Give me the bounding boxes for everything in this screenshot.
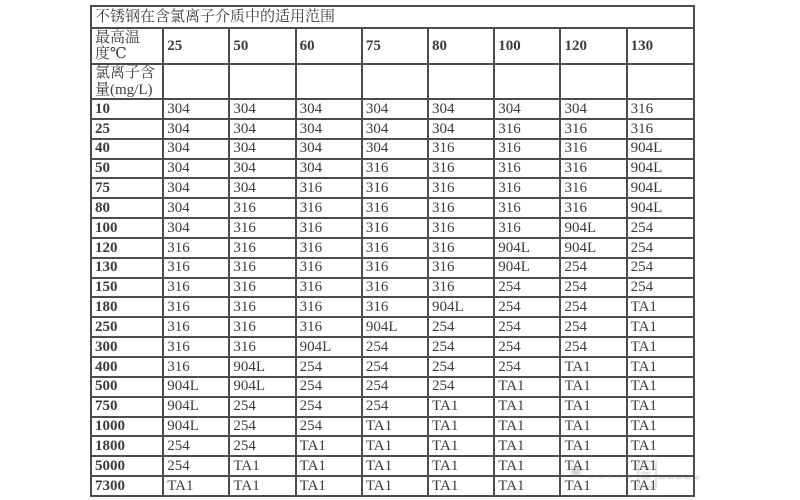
steel-grade-cell: 304 bbox=[163, 119, 229, 139]
steel-grade-cell: 904L bbox=[296, 337, 362, 357]
steel-grade-cell: 254 bbox=[560, 278, 626, 298]
chloride-level-label: 10 bbox=[91, 99, 163, 119]
chloride-level-label: 300 bbox=[91, 337, 163, 357]
steel-grade-cell: TA1 bbox=[494, 397, 560, 417]
steel-grade-cell: TA1 bbox=[560, 476, 626, 496]
steel-grade-cell: 304 bbox=[163, 198, 229, 218]
steel-grade-cell: 316 bbox=[296, 258, 362, 278]
table-body bbox=[91, 99, 694, 496]
steel-grade-cell: 254 bbox=[362, 397, 428, 417]
steel-grade-cell: TA1 bbox=[163, 476, 229, 496]
steel-grade-cell: 304 bbox=[229, 178, 295, 198]
steel-grade-cell: 304 bbox=[428, 99, 494, 119]
steel-grade-cell: 316 bbox=[494, 119, 560, 139]
table-row bbox=[91, 119, 694, 139]
table-row bbox=[91, 337, 694, 357]
steel-grade-cell: 316 bbox=[229, 258, 295, 278]
steel-grade-cell: 254 bbox=[428, 357, 494, 377]
steel-grade-cell: 254 bbox=[494, 278, 560, 298]
steel-grade-cell: 316 bbox=[428, 159, 494, 179]
steel-grade-cell: 254 bbox=[229, 417, 295, 437]
steel-grade-cell: TA1 bbox=[627, 436, 694, 456]
steel-grade-cell: 254 bbox=[428, 317, 494, 337]
chloride-level-label: 250 bbox=[91, 317, 163, 337]
steel-grade-cell: 254 bbox=[296, 377, 362, 397]
column-header: 50 bbox=[229, 28, 295, 64]
steel-grade-cell: TA1 bbox=[296, 436, 362, 456]
steel-grade-cell: 254 bbox=[494, 297, 560, 317]
steel-grade-cell: TA1 bbox=[494, 417, 560, 437]
steel-grade-cell: TA1 bbox=[428, 456, 494, 476]
steel-grade-cell: 316 bbox=[627, 119, 694, 139]
steel-grade-cell: 304 bbox=[163, 178, 229, 198]
steel-grade-cell: TA1 bbox=[428, 417, 494, 437]
chloride-unit-row bbox=[91, 64, 694, 99]
corner-header: 最高温度℃ bbox=[91, 28, 163, 64]
steel-grade-cell: 904L bbox=[494, 238, 560, 258]
chloride-level-label: 75 bbox=[91, 178, 163, 198]
table-title: 不锈钢在含氯离子介质中的适用范围 bbox=[91, 6, 694, 28]
table-row bbox=[91, 476, 694, 496]
steel-grade-cell: TA1 bbox=[296, 476, 362, 496]
steel-grade-cell: 904L bbox=[163, 417, 229, 437]
row-axis-header: 氯离子含量(mg/L) bbox=[91, 64, 163, 99]
chloride-level-label: 1800 bbox=[91, 436, 163, 456]
chloride-level-label: 150 bbox=[91, 278, 163, 298]
steel-grade-cell: 316 bbox=[560, 159, 626, 179]
steel-grade-cell: TA1 bbox=[627, 476, 694, 496]
steel-grade-cell: 316 bbox=[229, 238, 295, 258]
steel-grade-cell: 316 bbox=[296, 297, 362, 317]
steel-grade-cell: 304 bbox=[296, 119, 362, 139]
column-header: 130 bbox=[627, 28, 694, 64]
steel-grade-cell: 254 bbox=[362, 357, 428, 377]
steel-grade-cell: 316 bbox=[362, 159, 428, 179]
table-row bbox=[91, 357, 694, 377]
steel-grade-cell: 904L bbox=[229, 357, 295, 377]
column-header: 120 bbox=[560, 28, 626, 64]
steel-grade-cell: 254 bbox=[627, 258, 694, 278]
table-row bbox=[91, 297, 694, 317]
steel-grade-cell: 316 bbox=[494, 139, 560, 159]
steel-grade-cell: 904L bbox=[163, 397, 229, 417]
chloride-level-label: 1000 bbox=[91, 417, 163, 437]
steel-grade-cell: 254 bbox=[362, 337, 428, 357]
steel-grade-cell: 316 bbox=[229, 317, 295, 337]
table-row bbox=[91, 198, 694, 218]
steel-grade-cell: 316 bbox=[494, 178, 560, 198]
chloride-level-label: 50 bbox=[91, 159, 163, 179]
chloride-level-label: 750 bbox=[91, 397, 163, 417]
steel-grade-cell: 254 bbox=[494, 337, 560, 357]
empty-cell bbox=[362, 64, 428, 99]
chloride-level-label: 7300 bbox=[91, 476, 163, 496]
column-header: 60 bbox=[296, 28, 362, 64]
steel-grade-cell: TA1 bbox=[362, 456, 428, 476]
stainless-steel-chloride-table bbox=[90, 5, 695, 497]
chloride-level-label: 500 bbox=[91, 377, 163, 397]
column-header: 100 bbox=[494, 28, 560, 64]
steel-grade-cell: TA1 bbox=[494, 436, 560, 456]
steel-grade-cell: TA1 bbox=[560, 456, 626, 476]
steel-grade-cell: 254 bbox=[494, 317, 560, 337]
steel-grade-cell: 316 bbox=[296, 218, 362, 238]
steel-grade-cell: 316 bbox=[362, 238, 428, 258]
steel-grade-cell: 304 bbox=[163, 139, 229, 159]
column-header: 80 bbox=[428, 28, 494, 64]
steel-grade-cell: 304 bbox=[229, 139, 295, 159]
table-row bbox=[91, 218, 694, 238]
steel-grade-cell: TA1 bbox=[494, 377, 560, 397]
steel-grade-cell: 904L bbox=[560, 218, 626, 238]
table-row bbox=[91, 99, 694, 119]
steel-grade-cell: 304 bbox=[362, 119, 428, 139]
chloride-level-label: 120 bbox=[91, 238, 163, 258]
steel-grade-cell: 316 bbox=[163, 278, 229, 298]
steel-grade-cell: 304 bbox=[163, 159, 229, 179]
empty-cell bbox=[494, 64, 560, 99]
steel-grade-cell: TA1 bbox=[428, 476, 494, 496]
steel-grade-cell: 316 bbox=[560, 139, 626, 159]
steel-grade-cell: 304 bbox=[296, 99, 362, 119]
steel-grade-cell: 304 bbox=[428, 119, 494, 139]
steel-grade-cell: 304 bbox=[362, 99, 428, 119]
steel-grade-cell: 316 bbox=[163, 317, 229, 337]
steel-grade-cell: TA1 bbox=[296, 456, 362, 476]
steel-grade-cell: 316 bbox=[229, 278, 295, 298]
steel-grade-cell: 316 bbox=[428, 218, 494, 238]
steel-grade-cell: 904L bbox=[627, 139, 694, 159]
steel-grade-cell: TA1 bbox=[627, 337, 694, 357]
steel-grade-cell: 304 bbox=[229, 119, 295, 139]
empty-cell bbox=[428, 64, 494, 99]
steel-grade-cell: 304 bbox=[296, 139, 362, 159]
table-row bbox=[91, 258, 694, 278]
steel-grade-cell: 316 bbox=[229, 198, 295, 218]
steel-grade-cell: TA1 bbox=[627, 357, 694, 377]
steel-grade-cell: 316 bbox=[428, 178, 494, 198]
steel-grade-cell: TA1 bbox=[560, 397, 626, 417]
steel-grade-cell: 904L bbox=[627, 159, 694, 179]
steel-grade-cell: 316 bbox=[163, 297, 229, 317]
steel-grade-cell: 316 bbox=[362, 278, 428, 298]
steel-grade-cell: 316 bbox=[627, 99, 694, 119]
steel-grade-cell: 316 bbox=[428, 139, 494, 159]
empty-cell bbox=[163, 64, 229, 99]
steel-grade-cell: 316 bbox=[362, 218, 428, 238]
steel-grade-cell: 316 bbox=[560, 178, 626, 198]
steel-grade-cell: 316 bbox=[296, 238, 362, 258]
steel-grade-cell: 316 bbox=[163, 238, 229, 258]
steel-grade-cell: 316 bbox=[296, 198, 362, 218]
steel-grade-cell: TA1 bbox=[229, 456, 295, 476]
steel-grade-cell: 254 bbox=[428, 337, 494, 357]
steel-grade-cell: 254 bbox=[229, 397, 295, 417]
steel-grade-cell: 316 bbox=[229, 337, 295, 357]
steel-grade-cell: 904L bbox=[163, 377, 229, 397]
steel-grade-cell: TA1 bbox=[560, 436, 626, 456]
steel-grade-cell: 304 bbox=[494, 99, 560, 119]
steel-grade-cell: TA1 bbox=[362, 417, 428, 437]
table-row bbox=[91, 317, 694, 337]
steel-grade-cell: 254 bbox=[560, 317, 626, 337]
empty-cell bbox=[627, 64, 694, 99]
steel-grade-cell: TA1 bbox=[560, 357, 626, 377]
steel-grade-cell: TA1 bbox=[627, 417, 694, 437]
steel-grade-cell: 316 bbox=[494, 198, 560, 218]
steel-grade-cell: 316 bbox=[494, 159, 560, 179]
table-row bbox=[91, 456, 694, 476]
steel-grade-cell: 316 bbox=[362, 258, 428, 278]
chloride-level-label: 25 bbox=[91, 119, 163, 139]
column-header: 25 bbox=[163, 28, 229, 64]
empty-cell bbox=[560, 64, 626, 99]
table-row bbox=[91, 397, 694, 417]
steel-grade-cell: 316 bbox=[494, 218, 560, 238]
table-row bbox=[91, 417, 694, 437]
steel-grade-cell: 304 bbox=[163, 99, 229, 119]
steel-grade-cell: TA1 bbox=[560, 377, 626, 397]
steel-grade-cell: 316 bbox=[362, 198, 428, 218]
table-row bbox=[91, 238, 694, 258]
steel-grade-cell: 254 bbox=[296, 357, 362, 377]
steel-grade-cell: 316 bbox=[362, 297, 428, 317]
steel-grade-cell: 316 bbox=[296, 178, 362, 198]
table-row bbox=[91, 178, 694, 198]
chloride-level-label: 100 bbox=[91, 218, 163, 238]
steel-grade-cell: 254 bbox=[163, 436, 229, 456]
steel-grade-cell: TA1 bbox=[494, 456, 560, 476]
steel-grade-cell: 316 bbox=[560, 119, 626, 139]
steel-grade-cell: 254 bbox=[362, 377, 428, 397]
steel-grade-cell: 304 bbox=[560, 99, 626, 119]
steel-grade-cell: 316 bbox=[362, 178, 428, 198]
steel-grade-cell: 254 bbox=[560, 297, 626, 317]
steel-grade-cell: TA1 bbox=[627, 297, 694, 317]
steel-grade-cell: TA1 bbox=[627, 456, 694, 476]
steel-grade-cell: 904L bbox=[627, 198, 694, 218]
chloride-level-label: 80 bbox=[91, 198, 163, 218]
steel-grade-cell: 254 bbox=[229, 436, 295, 456]
steel-grade-cell: 304 bbox=[163, 218, 229, 238]
steel-grade-cell: 254 bbox=[627, 238, 694, 258]
steel-grade-cell: 254 bbox=[494, 357, 560, 377]
steel-grade-cell: 254 bbox=[296, 397, 362, 417]
steel-grade-cell: 316 bbox=[296, 278, 362, 298]
steel-grade-cell: 316 bbox=[560, 198, 626, 218]
chloride-level-label: 180 bbox=[91, 297, 163, 317]
steel-grade-cell: TA1 bbox=[627, 377, 694, 397]
steel-grade-cell: TA1 bbox=[560, 417, 626, 437]
steel-grade-cell: 904L bbox=[362, 317, 428, 337]
steel-grade-cell: 316 bbox=[229, 218, 295, 238]
steel-grade-cell: 316 bbox=[296, 317, 362, 337]
steel-grade-cell: 254 bbox=[627, 218, 694, 238]
steel-grade-cell: 254 bbox=[560, 337, 626, 357]
steel-grade-cell: 304 bbox=[229, 159, 295, 179]
steel-grade-cell: 904L bbox=[627, 178, 694, 198]
steel-grade-cell: 254 bbox=[296, 417, 362, 437]
steel-grade-cell: 904L bbox=[560, 238, 626, 258]
steel-grade-cell: 316 bbox=[428, 238, 494, 258]
chloride-level-label: 40 bbox=[91, 139, 163, 159]
steel-grade-cell: 254 bbox=[428, 377, 494, 397]
steel-grade-cell: TA1 bbox=[229, 476, 295, 496]
steel-grade-cell: TA1 bbox=[627, 317, 694, 337]
chloride-level-label: 5000 bbox=[91, 456, 163, 476]
table-row bbox=[91, 278, 694, 298]
steel-grade-cell: 304 bbox=[296, 159, 362, 179]
temperature-header-row bbox=[91, 28, 694, 64]
steel-grade-cell: 316 bbox=[428, 258, 494, 278]
steel-grade-cell: 254 bbox=[560, 258, 626, 278]
chloride-level-label: 400 bbox=[91, 357, 163, 377]
steel-grade-cell: 316 bbox=[163, 258, 229, 278]
column-header: 75 bbox=[362, 28, 428, 64]
steel-grade-cell: 254 bbox=[163, 456, 229, 476]
steel-grade-cell: TA1 bbox=[428, 436, 494, 456]
steel-grade-cell: TA1 bbox=[494, 476, 560, 496]
steel-grade-cell: 254 bbox=[627, 278, 694, 298]
steel-grade-cell: 316 bbox=[163, 337, 229, 357]
table-row bbox=[91, 159, 694, 179]
table-title-row bbox=[91, 6, 694, 28]
steel-grade-cell: 304 bbox=[229, 99, 295, 119]
steel-grade-cell: 904L bbox=[428, 297, 494, 317]
steel-grade-cell: TA1 bbox=[627, 397, 694, 417]
steel-grade-cell: 304 bbox=[362, 139, 428, 159]
steel-grade-cell: 316 bbox=[428, 198, 494, 218]
steel-grade-cell: TA1 bbox=[362, 436, 428, 456]
table-row bbox=[91, 377, 694, 397]
steel-grade-cell: 316 bbox=[163, 357, 229, 377]
steel-grade-cell: TA1 bbox=[362, 476, 428, 496]
empty-cell bbox=[229, 64, 295, 99]
table-row bbox=[91, 436, 694, 456]
table-row bbox=[91, 139, 694, 159]
empty-cell bbox=[296, 64, 362, 99]
steel-grade-cell: 316 bbox=[428, 278, 494, 298]
steel-grade-cell: 904L bbox=[494, 258, 560, 278]
steel-grade-cell: 904L bbox=[229, 377, 295, 397]
steel-grade-cell: 316 bbox=[229, 297, 295, 317]
chloride-level-label: 130 bbox=[91, 258, 163, 278]
steel-grade-cell: TA1 bbox=[428, 397, 494, 417]
